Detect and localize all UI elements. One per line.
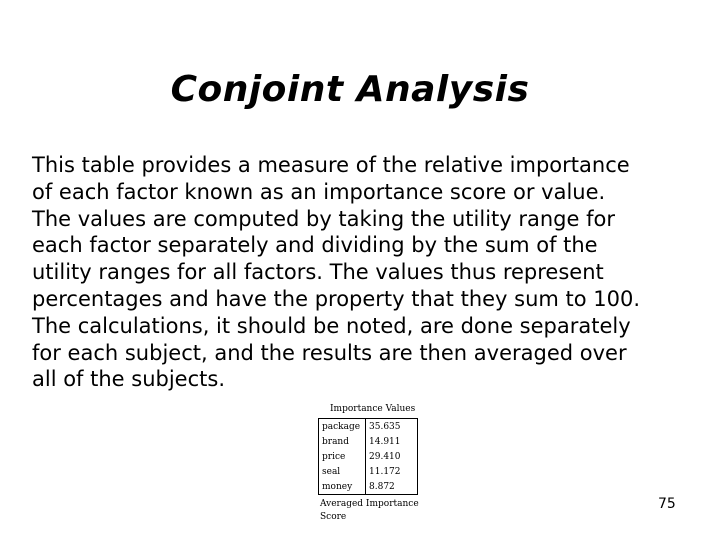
page-number: 75 bbox=[658, 496, 676, 512]
body-line: This table provides a measure of the relative importance bbox=[32, 153, 630, 177]
value-cell: 35.635 bbox=[366, 419, 418, 435]
body-line: each factor separately and dividing by the sum of the bbox=[32, 233, 598, 258]
table-caption: Importance Values bbox=[330, 404, 416, 414]
body-line: The calculations, it should be noted, are done separately bbox=[32, 313, 631, 338]
body-line: utility ranges for all factors. The values thus represent bbox=[32, 260, 604, 285]
value-cell: 11.172 bbox=[366, 464, 418, 479]
factor-cell: package bbox=[322, 421, 361, 432]
table-footer: Averaged Importance Score bbox=[320, 499, 419, 522]
table-row bbox=[319, 434, 418, 449]
importance-table bbox=[318, 418, 418, 495]
factor-cell: brand bbox=[322, 436, 349, 447]
body-line: of each factor known as an importance score or value. bbox=[32, 179, 606, 204]
body-line: all of the subjects. bbox=[32, 367, 225, 392]
table-row bbox=[319, 449, 418, 464]
factor-cell: price bbox=[322, 451, 346, 462]
slide-title: Conjoint Analysis bbox=[170, 69, 530, 110]
table-row bbox=[319, 479, 418, 495]
value-cell: 14.911 bbox=[366, 434, 418, 449]
factor-cell: seal bbox=[322, 466, 341, 477]
table-row bbox=[319, 464, 418, 479]
body-paragraph bbox=[32, 152, 692, 393]
body-line: percentages and have the property that they sum to 100. bbox=[32, 286, 641, 311]
body-line: The values are computed by taking the utility range for bbox=[32, 206, 615, 231]
body-line: for each subject, and the results are then averaged over bbox=[32, 340, 627, 365]
value-cell: 8.872 bbox=[366, 479, 418, 495]
table-row bbox=[319, 419, 418, 435]
value-cell: 29.410 bbox=[366, 449, 418, 464]
factor-cell: money bbox=[322, 481, 353, 492]
